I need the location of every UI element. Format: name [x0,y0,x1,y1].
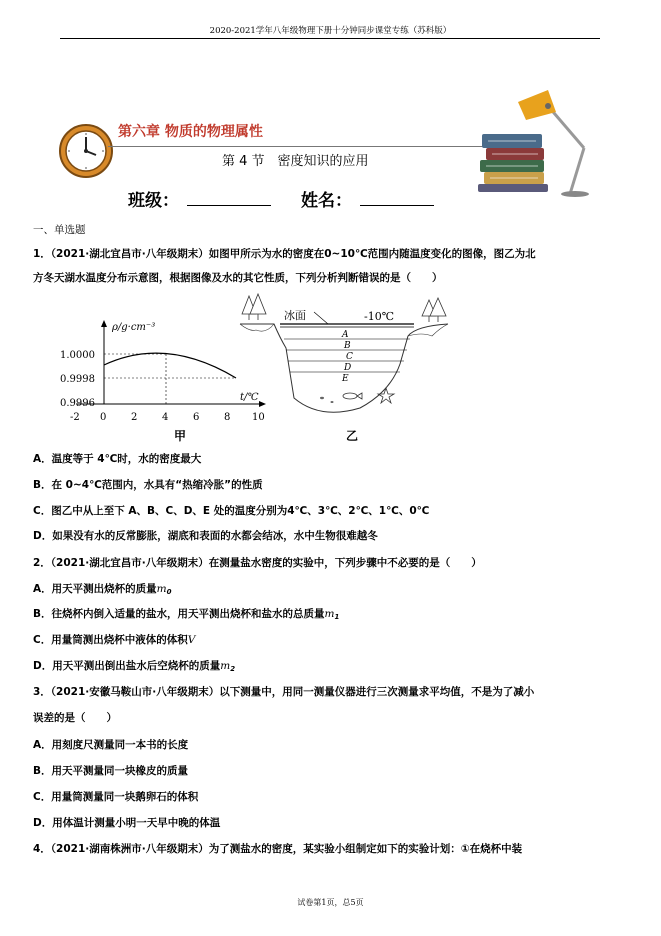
question-1-line-1: 1．（2021·湖北宜昌市·八年级期末）如图甲所示为水的密度在0~10℃范围内随温度变化的图像，图乙为北 [33,248,536,260]
ylabel: ρ/g·cm⁻³ [112,322,156,333]
subscript: 1 [334,613,340,621]
clock-icon [58,122,114,180]
name-label: 姓名： [301,191,352,211]
question-1-option-c[interactable]: C．图乙中从上至下 A、B、C、D、E 处的温度分别为4℃、3℃、2℃、1℃、0℃ [33,505,430,517]
question-1-option-d[interactable]: D．如果没有水的反常膨胀，湖底和表面的水都会结冰，水中生物很难越冬 [33,530,378,542]
name-blank[interactable] [360,205,434,206]
xtick-label-6: 10 [252,412,265,423]
question-1-option-b[interactable]: B．在 0~4℃范围内，水具有“热缩冷胀”的性质 [33,479,263,491]
option-text: B．往烧杯内倒入适量的盐水，用天平测出烧杯和盐水的总质量 [33,608,325,620]
figure-jia-caption: 甲 [174,429,187,443]
figure-yi-lake-diagram [236,290,452,450]
ytick-label-0: 1.0000 [60,350,95,361]
section-title: 第 4 节 密度知识的应用 [222,154,369,169]
layer-label-d: D [344,363,352,373]
mass-symbol: m [324,608,335,620]
option-text: C．用量筒测出烧杯中液体的体积 [33,634,188,646]
question-2-option-a[interactable] [33,581,171,596]
xlabel: t/℃ [240,392,259,403]
question-3-option-a[interactable]: A．用刻度尺测量同一本书的长度 [33,739,189,751]
question-2-line-1: 2．（2021·湖北宜昌市·八年级期末）在测量盐水密度的实验中，下列步骤中不必要的是（ ） [33,557,482,569]
class-blank[interactable] [187,205,271,206]
layer-label-a: A [342,330,349,340]
volume-symbol: V [187,634,196,646]
question-3-option-b[interactable]: B．用天平测量同一块橡皮的质量 [33,765,189,777]
ice-label: 冰面 [284,309,306,322]
subscript: 2 [230,665,236,673]
xtick-label-0: -2 [70,412,80,423]
question-1-line-2: 方冬天湖水温度分布示意图，根据图像及水的其它性质，下列分析判断错误的是（ ） [33,272,443,284]
banner-rule [108,146,498,147]
xtick-label-1: 0 [100,412,107,423]
ytick-label-1: 0.9998 [60,374,95,385]
section-heading: 一、单选题 [33,224,86,236]
question-3-option-c[interactable]: C．用量筒测量同一块鹅卵石的体积 [33,791,199,803]
question-2-option-d[interactable] [33,658,235,673]
running-header: 2020-2021学年八年级物理下册十分钟同步课堂专练（苏科版） [209,26,452,36]
xtick-label-4: 6 [193,412,200,423]
question-4-line-1: 4．（2021·湖南株洲市·八年级期末）为了测盐水的密度，某实验小组制定如下的实验计划：①在烧杯中装 [33,843,523,855]
question-2-option-c[interactable] [33,632,195,647]
header-rule [60,38,600,39]
fish-icon [343,393,362,399]
xtick-label-3: 4 [162,412,169,423]
xtick-label-5: 8 [224,412,231,423]
question-1-option-a[interactable]: A．温度等于 4℃时，水的密度最大 [33,453,202,465]
books-lamp-illustration [478,86,598,198]
page-footer: 试卷第1页，总5页 [297,898,364,907]
xtick-label-2: 2 [131,412,138,423]
question-3-line-2: 误差的是（ ） [33,712,117,724]
class-label: 班级： [128,191,179,211]
mass-symbol: m [156,583,167,595]
ytick-label-2: 0.9996 [60,398,95,409]
subscript: 0 [166,588,172,596]
layer-label-e: E [342,374,349,384]
layer-label-b: B [344,341,351,351]
option-text: D．用天平测出倒出盐水后空烧杯的质量 [33,660,221,672]
temp-label: -10℃ [364,310,395,323]
starfish-icon [378,388,394,403]
layer-label-c: C [346,352,353,362]
option-text: A．用天平测出烧杯的质量 [33,583,157,595]
question-3-option-d[interactable]: D．用体温计测量小明一天早中晚的体温 [33,817,221,829]
mass-symbol: m [220,660,231,672]
figure-yi-caption: 乙 [346,429,359,443]
question-3-line-1: 3．（2021·安徽马鞍山市·八年级期末）以下测量中，用同一测量仪器进行三次测量求平均值，不是为了减小 [33,686,535,698]
question-2-option-b[interactable] [33,606,339,621]
chapter-title: 第六章 物质的物理属性 [118,124,263,140]
